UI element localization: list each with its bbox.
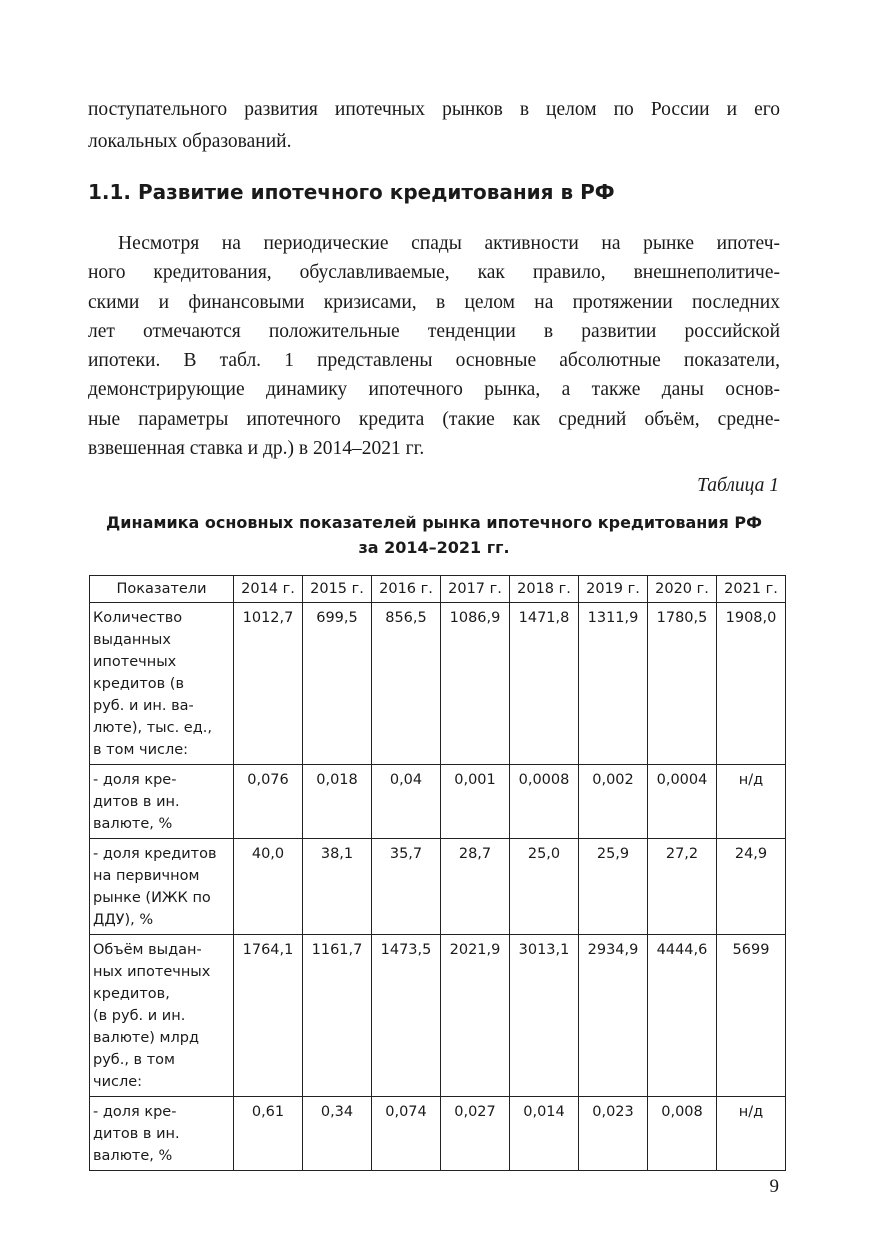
section-heading: 1.1. Развитие ипотечного кредитования в РФ bbox=[88, 180, 615, 204]
column-header-year: 2020 г. bbox=[648, 576, 717, 603]
column-header-year: 2016 г. bbox=[372, 576, 441, 603]
table-cell: 1908,0 bbox=[717, 603, 786, 765]
row-label: - доля кредитов на первичном рынке (ИЖК по ДДУ), % bbox=[90, 839, 234, 935]
page-number: 9 bbox=[769, 1176, 779, 1197]
intro-paragraph bbox=[88, 94, 780, 158]
row-label: Количество выданных ипотечных кредитов (в руб. и ин. ва- люте), тыс. ед., в том числе: bbox=[90, 603, 234, 765]
table-cell: 4444,6 bbox=[648, 935, 717, 1097]
column-header-year: 2021 г. bbox=[717, 576, 786, 603]
table-row bbox=[90, 765, 786, 839]
table-cell: 5699 bbox=[717, 935, 786, 1097]
row-label: - доля кре- дитов в ин. валюте, % bbox=[90, 1097, 234, 1171]
body-paragraph bbox=[88, 229, 780, 463]
table-title-line: за 2014–2021 гг. bbox=[358, 538, 510, 557]
text-line: демонстрирующие динамику ипотечного рынка, а также даны основ- bbox=[88, 379, 780, 401]
row-label: - доля кре- дитов в ин. валюте, % bbox=[90, 765, 234, 839]
column-header-year: 2015 г. bbox=[303, 576, 372, 603]
table-cell: 1012,7 bbox=[234, 603, 303, 765]
table-cell: 25,0 bbox=[510, 839, 579, 935]
table-cell: 28,7 bbox=[441, 839, 510, 935]
table-cell: 2021,9 bbox=[441, 935, 510, 1097]
text-line: лет отмечаются положительные тенденции в развитии российской bbox=[88, 320, 780, 342]
table-cell: 1161,7 bbox=[303, 935, 372, 1097]
text-line: ные параметры ипотечного кредита (такие как средний объём, средне- bbox=[88, 408, 780, 430]
table-cell: 1473,5 bbox=[372, 935, 441, 1097]
column-header-indicators: Показатели bbox=[90, 576, 234, 603]
table-number: Таблица 1 bbox=[697, 475, 779, 496]
table-cell: 0,04 bbox=[372, 765, 441, 839]
text-line: взвешенная ставка и др.) в 2014–2021 гг. bbox=[88, 438, 425, 460]
table-cell: 0,076 bbox=[234, 765, 303, 839]
table-cell: 0,023 bbox=[579, 1097, 648, 1171]
column-header-year: 2014 г. bbox=[234, 576, 303, 603]
table-row bbox=[90, 1097, 786, 1171]
column-header-year: 2017 г. bbox=[441, 576, 510, 603]
table-cell: 0,014 bbox=[510, 1097, 579, 1171]
table-cell: 0,001 bbox=[441, 765, 510, 839]
table-cell: н/д bbox=[717, 1097, 786, 1171]
table-cell: 0,0004 bbox=[648, 765, 717, 839]
column-header-year: 2019 г. bbox=[579, 576, 648, 603]
table-title-line: Динамика основных показателей рынка ипотечного кредитования РФ bbox=[106, 513, 762, 532]
table-header-row bbox=[90, 576, 786, 603]
table-cell: 0,0008 bbox=[510, 765, 579, 839]
text-line: Несмотря на периодические спады активности на рынке ипотеч- bbox=[118, 233, 780, 254]
row-label: Объём выдан- ных ипотечных кредитов, (в руб. и ин. валюте) млрд руб., в том числе: bbox=[90, 935, 234, 1097]
table-cell: 3013,1 bbox=[510, 935, 579, 1097]
text-line: ного кредитования, обуславливаемые, как правило, внешнеполитиче- bbox=[88, 262, 780, 284]
table-title bbox=[88, 510, 780, 560]
table-cell: 1311,9 bbox=[579, 603, 648, 765]
table-cell: 40,0 bbox=[234, 839, 303, 935]
table-cell: 0,61 bbox=[234, 1097, 303, 1171]
mortgage-indicators-table bbox=[89, 575, 786, 1171]
table-cell: 0,027 bbox=[441, 1097, 510, 1171]
table-cell: 0,018 bbox=[303, 765, 372, 839]
column-header-year: 2018 г. bbox=[510, 576, 579, 603]
table-cell: 856,5 bbox=[372, 603, 441, 765]
text-line: скими и финансовыми кризисами, в целом на протяжении последних bbox=[88, 291, 780, 313]
text-line: локальных образований. bbox=[88, 131, 292, 152]
table-row bbox=[90, 839, 786, 935]
text-line: поступательного развития ипотечных рынков в целом по России и его bbox=[88, 99, 780, 120]
table-cell: 1471,8 bbox=[510, 603, 579, 765]
table-cell: 35,7 bbox=[372, 839, 441, 935]
table-cell: 1086,9 bbox=[441, 603, 510, 765]
table-cell: 25,9 bbox=[579, 839, 648, 935]
table-cell: 0,074 bbox=[372, 1097, 441, 1171]
table-row bbox=[90, 603, 786, 765]
table-cell: 1780,5 bbox=[648, 603, 717, 765]
table-cell: 27,2 bbox=[648, 839, 717, 935]
table-cell: 1764,1 bbox=[234, 935, 303, 1097]
text-line: ипотеки. В табл. 1 представлены основные абсолютные показатели, bbox=[88, 350, 780, 372]
table-row bbox=[90, 935, 786, 1097]
table-cell: 24,9 bbox=[717, 839, 786, 935]
table-cell: 0,008 bbox=[648, 1097, 717, 1171]
table-cell: 38,1 bbox=[303, 839, 372, 935]
table-cell: 699,5 bbox=[303, 603, 372, 765]
table-cell: 0,002 bbox=[579, 765, 648, 839]
table-cell: 2934,9 bbox=[579, 935, 648, 1097]
table-cell: н/д bbox=[717, 765, 786, 839]
table-cell: 0,34 bbox=[303, 1097, 372, 1171]
